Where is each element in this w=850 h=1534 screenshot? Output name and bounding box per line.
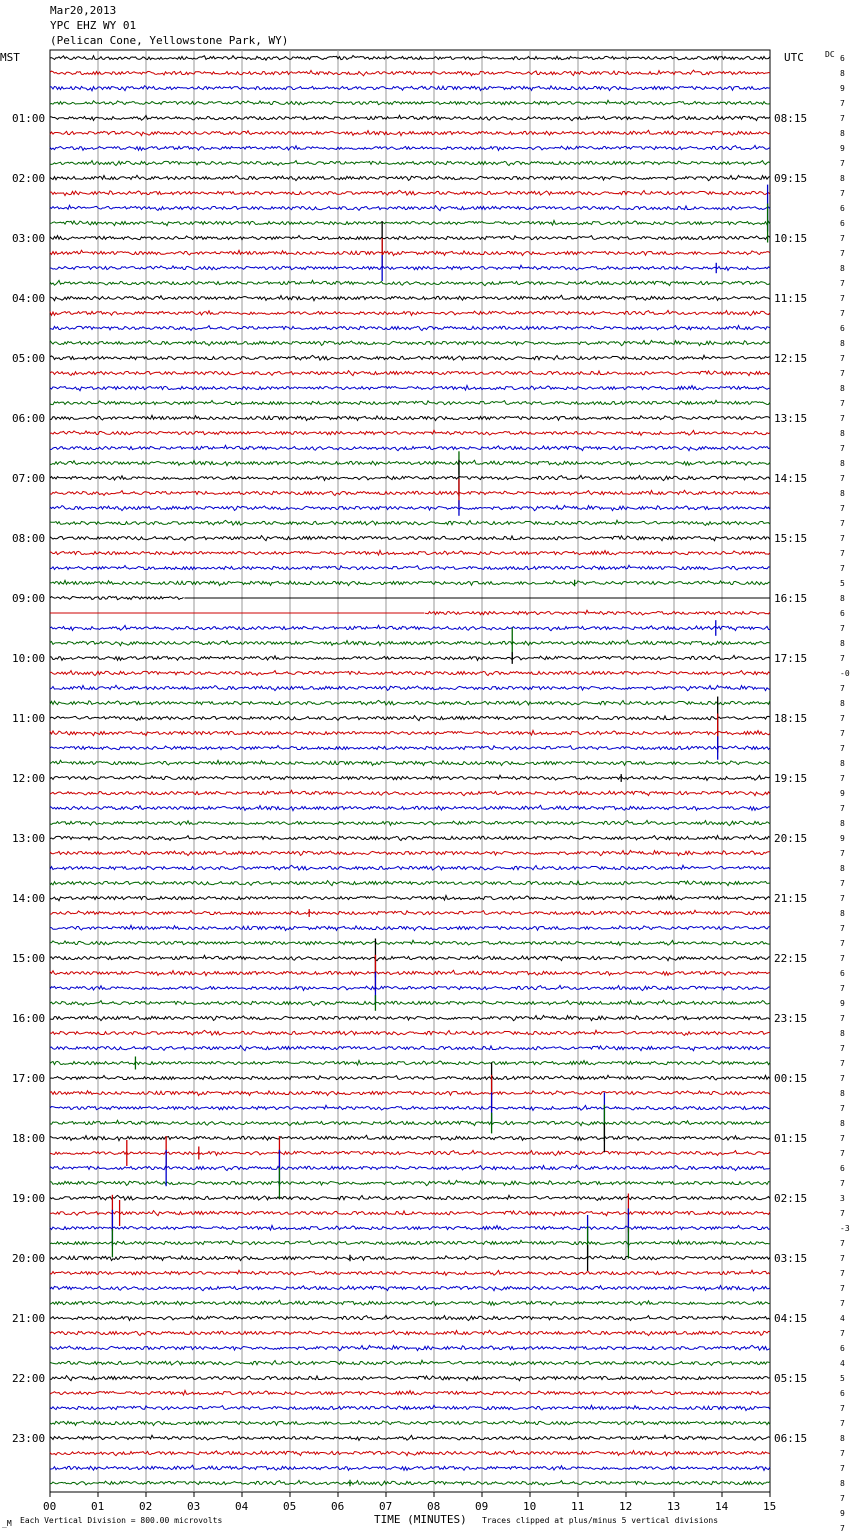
dc-offset-value: 6 (840, 1164, 845, 1173)
right-hour-label: 08:15 (774, 112, 808, 125)
right-hour-label: 06:15 (774, 1432, 808, 1445)
dc-offset-value: 7 (840, 939, 845, 948)
seismic-trace (50, 565, 770, 570)
dc-offset-value: 7 (840, 294, 845, 303)
dc-offset-value: 7 (840, 1299, 845, 1308)
seismic-trace (50, 985, 770, 990)
dc-offset-value: 7 (840, 1044, 845, 1053)
right-hour-label: 00:15 (774, 1072, 808, 1085)
seismic-trace (50, 550, 770, 555)
right-hour-label: 14:15 (774, 472, 808, 485)
dc-offset-value: 8 (840, 1434, 845, 1443)
right-hour-label: 11:15 (774, 292, 808, 305)
dc-offset-value: 8 (840, 759, 845, 768)
seismic-trace (50, 1405, 770, 1410)
dc-offset-value: 7 (840, 1449, 845, 1458)
dc-offset-value: 7 (840, 369, 845, 378)
dc-offset-value: 8 (840, 1029, 845, 1038)
x-tick-label: 09 (475, 1500, 489, 1513)
left-hour-label: 18:00 (12, 1132, 46, 1145)
dc-offset-value: 7 (840, 729, 845, 738)
dc-offset-value: 7 (840, 354, 845, 363)
x-tick-label: 05 (283, 1500, 297, 1513)
seismic-trace (50, 1105, 770, 1110)
seismic-trace (50, 161, 770, 166)
right-hour-label: 10:15 (774, 232, 808, 245)
x-tick-label: 02 (139, 1500, 153, 1513)
seismic-trace (50, 1150, 770, 1155)
seismic-trace (50, 685, 770, 690)
seismic-trace (50, 1120, 770, 1125)
right-hour-label: 17:15 (774, 652, 808, 665)
dc-offset-value: 7 (840, 474, 845, 483)
dc-offset-value: 7 (840, 879, 845, 888)
dc-offset-value: 7 (840, 1149, 845, 1158)
seismic-trace (50, 1480, 770, 1485)
seismic-trace (50, 1046, 770, 1051)
dc-offset-value: 7 (840, 1269, 845, 1278)
seismic-trace (50, 1360, 770, 1365)
seismic-trace (50, 100, 770, 105)
seismic-trace (50, 1091, 770, 1096)
seismic-trace (50, 1286, 770, 1291)
left-hour-label: 20:00 (12, 1252, 46, 1265)
seismic-trace (50, 730, 770, 735)
seismic-trace (50, 190, 770, 195)
x-tick-label: 11 (571, 1500, 585, 1513)
seismic-trace (50, 1376, 770, 1381)
x-tick-label: 08 (427, 1500, 441, 1513)
x-tick-label: 12 (619, 1500, 633, 1513)
seismic-trace (50, 265, 770, 270)
dc-offset-value: 9 (840, 1509, 845, 1518)
seismic-trace (50, 460, 770, 465)
dc-offset-value: 8 (840, 1089, 845, 1098)
right-hour-label: 22:15 (774, 952, 808, 965)
seismic-trace (50, 1225, 770, 1230)
dc-offset-value: 7 (840, 1419, 845, 1428)
seismic-trace (50, 1330, 770, 1335)
seismic-trace (50, 1465, 770, 1470)
right-hour-label: 01:15 (774, 1132, 808, 1145)
seismic-trace (50, 415, 770, 420)
dc-offset-value: 8 (840, 384, 845, 393)
minute-grid (50, 50, 770, 1492)
seismic-trace (50, 340, 770, 345)
seismic-trace (50, 536, 770, 541)
seismic-trace (50, 970, 770, 975)
seismic-trace (50, 865, 770, 870)
footer-mark: _M (2, 1519, 12, 1528)
dc-offset-value: 7 (840, 534, 845, 543)
seismic-trace (50, 115, 770, 120)
x-axis-title: TIME (MINUTES) (374, 1513, 467, 1526)
dc-offset-value: 7 (840, 1179, 845, 1188)
dc-offset-value: 6 (840, 609, 845, 618)
left-hour-label: 14:00 (12, 892, 46, 905)
left-hour-label: 09:00 (12, 592, 46, 605)
dc-offset-value: 7 (840, 549, 845, 558)
x-tick-label: 07 (379, 1500, 393, 1513)
seismic-trace (50, 205, 770, 210)
station-location: (Pelican Cone, Yellowstone Park, WY) (50, 34, 289, 47)
seismic-trace (50, 1135, 770, 1140)
dc-offset-value: 5 (840, 579, 845, 588)
seismic-trace (50, 445, 770, 450)
seismic-trace (50, 596, 184, 599)
left-hour-label: 10:00 (12, 652, 46, 665)
dc-offset-value: 7 (840, 444, 845, 453)
x-tick-label: 01 (91, 1500, 105, 1513)
dc-offset-value: 7 (840, 1239, 845, 1248)
seismic-trace (50, 326, 770, 331)
plot-frame (50, 50, 770, 1492)
right-hour-label: 23:15 (774, 1012, 808, 1025)
seismic-trace (50, 1195, 770, 1200)
left-hour-label: 04:00 (12, 292, 46, 305)
x-tick-label: 15 (763, 1500, 777, 1513)
dc-offset-value: 7 (840, 1074, 845, 1083)
seismic-trace (50, 520, 770, 525)
left-hour-label: 16:00 (12, 1012, 46, 1025)
x-tick-label: 10 (523, 1500, 537, 1513)
dc-offset-value: 6 (840, 219, 845, 228)
seismic-trace (50, 775, 770, 780)
seismic-trace (50, 580, 770, 585)
seismic-trace (50, 505, 770, 510)
seismic-trace (50, 1270, 770, 1275)
dc-offset-value: 8 (840, 639, 845, 648)
seismic-trace (50, 746, 770, 750)
x-tick-label: 06 (331, 1500, 345, 1513)
dc-offset-value: 4 (840, 1359, 845, 1368)
seismic-trace (50, 655, 770, 660)
seismic-trace (50, 280, 770, 285)
dc-offset-value: 8 (840, 594, 845, 603)
dc-offset-value: 6 (840, 204, 845, 213)
seismic-trace (50, 881, 770, 886)
dc-offset-value: 7 (840, 309, 845, 318)
seismic-trace (50, 490, 770, 495)
dc-offset-value: 7 (840, 1059, 845, 1068)
left-hour-label: 21:00 (12, 1312, 46, 1325)
left-hour-label: 12:00 (12, 772, 46, 785)
seismic-trace (50, 145, 770, 150)
dc-offset-value: 7 (840, 234, 845, 243)
station-code: YPC EHZ WY 01 (50, 19, 137, 32)
dc-offset-value: 7 (840, 249, 845, 258)
seismic-trace (50, 910, 770, 914)
dc-offset-value: 8 (840, 129, 845, 138)
dc-offset-value: 8 (840, 819, 845, 828)
dc-offset-value: 7 (840, 894, 845, 903)
dc-offset-value: 8 (840, 699, 845, 708)
right-hour-label: 15:15 (774, 532, 808, 545)
dc-offset-value: 7 (840, 624, 845, 633)
dc-offset-value: 6 (840, 969, 845, 978)
dc-offset-value: 7 (840, 114, 845, 123)
seismic-trace (50, 700, 770, 705)
left-hour-label: 13:00 (12, 832, 46, 845)
seismic-trace (50, 850, 770, 855)
dc-offset-value: 7 (840, 519, 845, 528)
seismic-trace (50, 86, 770, 91)
left-hour-label: 05:00 (12, 352, 46, 365)
right-hour-label: 05:15 (774, 1372, 808, 1385)
right-axis-label: UTC (784, 51, 804, 64)
dc-offset-value: -0 (840, 669, 850, 678)
dc-offset-value: 7 (840, 99, 845, 108)
seismic-trace (425, 610, 770, 615)
dc-offset-value: 7 (840, 1524, 845, 1533)
dc-offset-value: 7 (840, 399, 845, 408)
seismic-trace (50, 625, 770, 630)
dc-offset-value: 7 (840, 1284, 845, 1293)
dc-offset-value: 8 (840, 864, 845, 873)
right-hour-label: 16:15 (774, 592, 808, 605)
seismic-trace (50, 835, 770, 840)
right-hour-label: 02:15 (774, 1192, 808, 1205)
seismic-trace (50, 716, 770, 721)
right-hour-label: 12:15 (774, 352, 808, 365)
left-hour-label: 23:00 (12, 1432, 46, 1445)
seismic-trace (50, 955, 770, 960)
dc-offset-value: 7 (840, 1134, 845, 1143)
left-hour-label: 01:00 (12, 112, 46, 125)
seismic-trace (50, 475, 770, 480)
seismic-trace (50, 1451, 770, 1456)
seismic-trace (50, 1256, 770, 1261)
dc-offset-value: 7 (840, 924, 845, 933)
dc-offset-value: 7 (840, 774, 845, 783)
left-hour-label: 02:00 (12, 172, 46, 185)
right-hour-label: 18:15 (774, 712, 808, 725)
dc-offset-value: 9 (840, 84, 845, 93)
seismic-trace (50, 1060, 770, 1065)
x-tick-label: 04 (235, 1500, 249, 1513)
right-hour-label: 04:15 (774, 1312, 808, 1325)
dc-offset-value: 9 (840, 789, 845, 798)
seismic-traces (50, 56, 770, 1487)
dc-offset-value: 7 (840, 189, 845, 198)
dc-offset-value: 7 (840, 1494, 845, 1503)
seismic-trace (50, 236, 770, 240)
right-hour-label: 03:15 (774, 1252, 808, 1265)
seismic-trace (50, 760, 770, 765)
seismic-trace (50, 70, 770, 76)
dc-offset-value: 8 (840, 69, 845, 78)
dc-offset-value: 8 (840, 1479, 845, 1488)
left-hour-label: 19:00 (12, 1192, 46, 1205)
seismic-trace (50, 1315, 770, 1320)
dc-offset-value: 8 (840, 174, 845, 183)
dc-offset-value: 7 (840, 1464, 845, 1473)
dc-offset-value: 9 (840, 834, 845, 843)
dc-offset-value: -3 (840, 1224, 850, 1233)
dc-offset-value: 4 (840, 1314, 845, 1323)
dc-offset-value: 6 (840, 324, 845, 333)
dc-offset-value: 7 (840, 1329, 845, 1338)
left-hour-label: 22:00 (12, 1372, 46, 1385)
seismic-trace (50, 1421, 770, 1426)
dc-offset-value: 7 (840, 744, 845, 753)
seismic-trace (50, 671, 770, 676)
seismic-trace (50, 1345, 770, 1350)
seismic-trace (50, 1030, 770, 1035)
dc-offset-value: 8 (840, 1119, 845, 1128)
dc-offset-value: 6 (840, 1389, 845, 1398)
right-hour-label: 09:15 (774, 172, 808, 185)
dc-offset-value: 7 (840, 159, 845, 168)
dc-offset-value: 7 (840, 1014, 845, 1023)
seismic-trace (50, 1165, 770, 1170)
dc-offset-value: 6 (840, 1344, 845, 1353)
left-hour-label: 15:00 (12, 952, 46, 965)
dc-offset-value: 9 (840, 999, 845, 1008)
left-axis-label: MST (0, 51, 20, 64)
left-hour-label: 17:00 (12, 1072, 46, 1085)
seismic-trace (50, 400, 770, 404)
seismic-trace (50, 1240, 770, 1245)
seismic-trace (50, 790, 770, 795)
seismic-trace (50, 175, 770, 180)
dc-offset-value: 7 (840, 1209, 845, 1218)
dc-offset-value: 8 (840, 909, 845, 918)
x-tick-label: 14 (715, 1500, 729, 1513)
seismic-trace (50, 895, 770, 900)
clip-note: Traces clipped at plus/minus 5 vertical divisions (482, 1516, 719, 1525)
seismic-trace (50, 805, 770, 810)
x-tick-label: 00 (43, 1500, 57, 1513)
seismic-trace (50, 820, 770, 825)
seismic-trace (50, 56, 770, 61)
seismic-trace (50, 310, 770, 315)
dc-offset-value: 8 (840, 489, 845, 498)
right-hour-label: 20:15 (774, 832, 808, 845)
dc-offset-value: 7 (840, 1104, 845, 1113)
dc-offset-value: 8 (840, 264, 845, 273)
dc-offset-value: 7 (840, 279, 845, 288)
seismic-trace (50, 940, 770, 945)
seismic-trace (50, 1015, 770, 1020)
dc-offset-value: 7 (840, 1254, 845, 1263)
left-hour-label: 08:00 (12, 532, 46, 545)
dc-offset-value: 7 (840, 684, 845, 693)
chart-date: Mar20,2013 (50, 4, 117, 17)
seismic-trace (50, 1000, 770, 1005)
dc-offset-value: 3 (840, 1194, 845, 1203)
left-hour-label: 07:00 (12, 472, 46, 485)
right-hour-label: 19:15 (774, 772, 808, 785)
seismic-trace (50, 295, 770, 300)
dc-offset-value: 7 (840, 414, 845, 423)
seismic-trace (50, 250, 770, 255)
right-hour-label: 13:15 (774, 412, 808, 425)
seismic-trace (50, 1390, 770, 1395)
seismic-trace (50, 1300, 770, 1305)
dc-offset-value: 7 (840, 984, 845, 993)
seismic-trace (50, 130, 770, 135)
seismic-trace (50, 430, 770, 435)
dc-offset-value: 8 (840, 429, 845, 438)
seismic-trace (50, 640, 770, 645)
seismic-trace (50, 1075, 770, 1080)
seismic-trace (50, 1180, 770, 1185)
seismic-trace (50, 925, 770, 930)
left-hour-label: 11:00 (12, 712, 46, 725)
dc-offset-value: 9 (840, 144, 845, 153)
seismic-trace (50, 1211, 770, 1216)
dc-label: DC (825, 50, 835, 59)
seismic-trace (50, 220, 770, 225)
scale-note: Each Vertical Division = 800.00 microvolts (20, 1516, 223, 1525)
dc-offset-value: 7 (840, 504, 845, 513)
dc-offset-value: 8 (840, 459, 845, 468)
dc-offset-value: 7 (840, 564, 845, 573)
x-tick-label: 03 (187, 1500, 201, 1513)
dc-offset-value: 5 (840, 1374, 845, 1383)
seismic-trace (50, 385, 770, 390)
seismic-trace (50, 355, 770, 360)
dc-offset-value: 6 (840, 54, 845, 63)
dc-offset-value: 7 (840, 954, 845, 963)
dc-offset-value: 8 (840, 339, 845, 348)
x-tick-label: 13 (667, 1500, 681, 1513)
dc-offset-value: 7 (840, 804, 845, 813)
right-hour-label: 21:15 (774, 892, 808, 905)
dc-offset-value: 7 (840, 1404, 845, 1413)
dc-offset-value: 7 (840, 849, 845, 858)
seismic-trace (50, 371, 770, 376)
left-hour-label: 06:00 (12, 412, 46, 425)
dc-offset-value: 7 (840, 714, 845, 723)
dc-offset-value: 7 (840, 654, 845, 663)
seismic-trace (50, 1435, 770, 1440)
left-hour-label: 03:00 (12, 232, 46, 245)
